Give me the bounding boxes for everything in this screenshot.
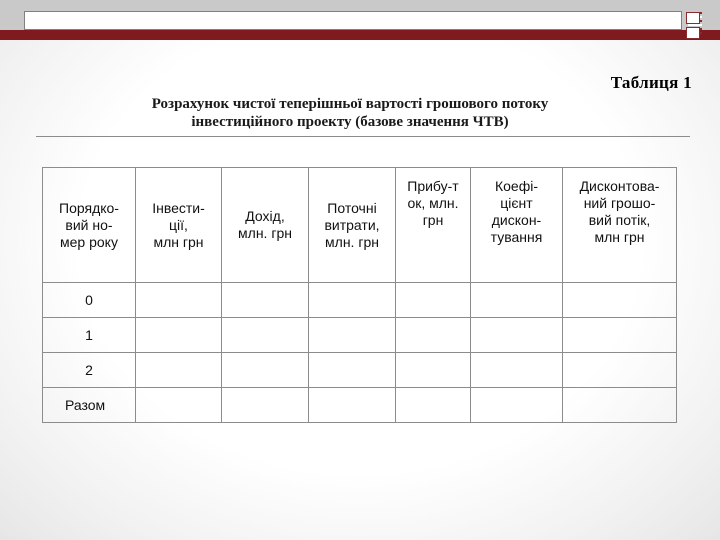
column-header: Поточні витрати, млн. грн <box>309 168 396 283</box>
header-square-icon <box>686 12 700 24</box>
npv-table <box>42 167 677 423</box>
table-row <box>43 353 677 388</box>
header-square-icon <box>686 27 700 39</box>
column-header: Прибу-т ок, млн. грн <box>396 168 471 283</box>
table-cell <box>396 388 471 423</box>
column-header: Інвести- ції, млн грн <box>136 168 222 283</box>
column-header: Дисконтова- ний грошо- вий потік, млн грн <box>563 168 677 283</box>
table-number: Таблиця 1 <box>610 73 692 92</box>
table-cell <box>309 283 396 318</box>
table-cell <box>563 283 677 318</box>
table-cell <box>471 388 563 423</box>
table-row <box>43 388 677 423</box>
title-divider <box>36 136 690 137</box>
title-line: Розрахунок чистої теперішньої вартості грошового потоку <box>151 96 549 112</box>
table-cell <box>136 318 222 353</box>
row-label: Разом <box>43 388 136 423</box>
row-label: 1 <box>43 318 136 353</box>
table-cell <box>222 353 309 388</box>
row-label: 2 <box>43 353 136 388</box>
table-cell <box>396 353 471 388</box>
header-box <box>24 11 682 30</box>
column-header: Порядко- вий но- мер року <box>43 168 136 283</box>
table-cell <box>309 388 396 423</box>
table-cell <box>136 388 222 423</box>
table-cell <box>471 283 563 318</box>
table-cell <box>309 318 396 353</box>
table-cell <box>563 388 677 423</box>
table-cell <box>471 353 563 388</box>
table-cell <box>396 318 471 353</box>
table-cell <box>563 318 677 353</box>
header-accent-stripe <box>0 30 720 40</box>
column-header: Дохід, млн. грн <box>222 168 309 283</box>
table-cell <box>471 318 563 353</box>
table-cell <box>222 318 309 353</box>
table-title <box>100 95 600 131</box>
table-row <box>43 283 677 318</box>
row-label: 0 <box>43 283 136 318</box>
table-cell <box>136 283 222 318</box>
table-cell <box>136 353 222 388</box>
table-cell <box>309 353 396 388</box>
header-row <box>43 168 677 283</box>
table-row <box>43 318 677 353</box>
table-cell <box>222 283 309 318</box>
table-cell <box>396 283 471 318</box>
table-cell <box>563 353 677 388</box>
table-cell <box>222 388 309 423</box>
title-line: інвестиційного проекту (базове значення ЧТВ) <box>191 114 509 130</box>
column-header: Коефі- цієнт дискон- тування <box>471 168 563 283</box>
